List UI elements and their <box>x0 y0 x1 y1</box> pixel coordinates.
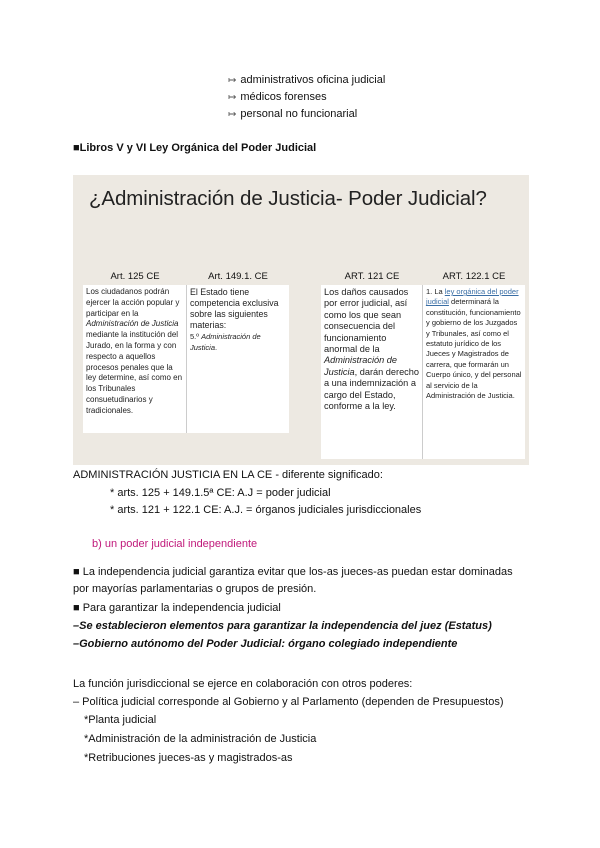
table-cell: El Estado tiene competencia exclusiva sobre las siguientes materias: 5.º Administración de Justicia. <box>190 287 279 352</box>
libros-heading: ■Libros V y VI Ley Orgánica del Poder Judicial <box>73 142 317 154</box>
admin-item: * arts. 125 + 149.1.5ª CE: A.J = poder judicial <box>110 487 331 499</box>
table-header: ART. 122.1 CE <box>423 269 525 285</box>
section-heading: b) un poder judicial independiente <box>92 538 258 550</box>
emphasis-line: –Se establecieron elementos para garantizar la independencia del juez (Estatus) <box>73 620 492 632</box>
list-item: *Planta judicial <box>84 714 157 726</box>
admin-item: * arts. 121 + 122.1 CE: A.J. = órganos judiciales jurisdiccionales <box>110 504 422 516</box>
table-cell: Los daños causados por error judicial, así como los que sean consecuencia del funcionamiento anormal de la Administración de Justicia, darán derecho a una indemnización a cargo del Estado, conforme a la ley. <box>324 287 419 412</box>
slide-image <box>73 175 529 465</box>
left-table <box>83 269 289 433</box>
list-item: ↦ administrativos oficina judicial <box>228 74 386 86</box>
list-item: ↦ personal no funcionarial <box>228 108 358 120</box>
list-item: *Retribuciones jueces-as y magistrados-as <box>84 752 293 764</box>
list-item: ↦ médicos forenses <box>228 91 327 103</box>
paragraph: – Política judicial corresponde al Gobierno y al Parlamento (dependen de Presupuestos) <box>73 696 504 708</box>
arrow-icon: ↦ <box>228 75 237 86</box>
table-header: ART. 121 CE <box>321 269 423 285</box>
table-header: Art. 125 CE <box>83 269 187 285</box>
arrow-icon: ↦ <box>228 109 237 120</box>
admin-heading: ADMINISTRACIÓN JUSTICIA EN LA CE - diferente significado: <box>73 469 383 481</box>
top-list <box>228 72 385 123</box>
paragraph: La función jurisdiccional se ejerce en colaboración con otros poderes: <box>73 678 413 690</box>
table-cell: Los ciudadanos podrán ejercer la acción popular y participar en la Administración de Justicia mediante la institución del Jurado, en la forma y con respecto a aquellos procesos penales que la ley determine, así como en los Tribunales consuetudinarios y tradicionales. <box>86 287 183 415</box>
lopj-link[interactable]: ley orgánica del poder judicial <box>426 287 519 307</box>
slide-title: ¿Administración de Justicia- Poder Judicial? <box>89 187 487 210</box>
paragraph: ■ La independencia judicial garantiza evitar que los-as jueces-as puedan estar dominadas por mayorías parlamentarias o grupos de presión. <box>73 566 513 595</box>
arrow-icon: ↦ <box>228 92 237 103</box>
paragraph: ■ Para garantizar la independencia judicial <box>73 602 281 614</box>
emphasis-line: –Gobierno autónomo del Poder Judicial: órgano colegiado independiente <box>73 638 458 650</box>
table-cell: 1. La ley orgánica del poder judicial determinará la constitución, funcionamiento y gobierno de los Juzgados y Tribunales, así como el estatuto jurídico de los Jueces y Magistrados de carrera, que formarán un Cuerpo único, y del personal al servicio de la Administración de Justicia. <box>426 287 522 401</box>
table-header: Art. 149.1. CE <box>187 269 289 285</box>
list-item: *Administración de la administración de Justicia <box>84 733 317 745</box>
right-table <box>321 269 525 459</box>
